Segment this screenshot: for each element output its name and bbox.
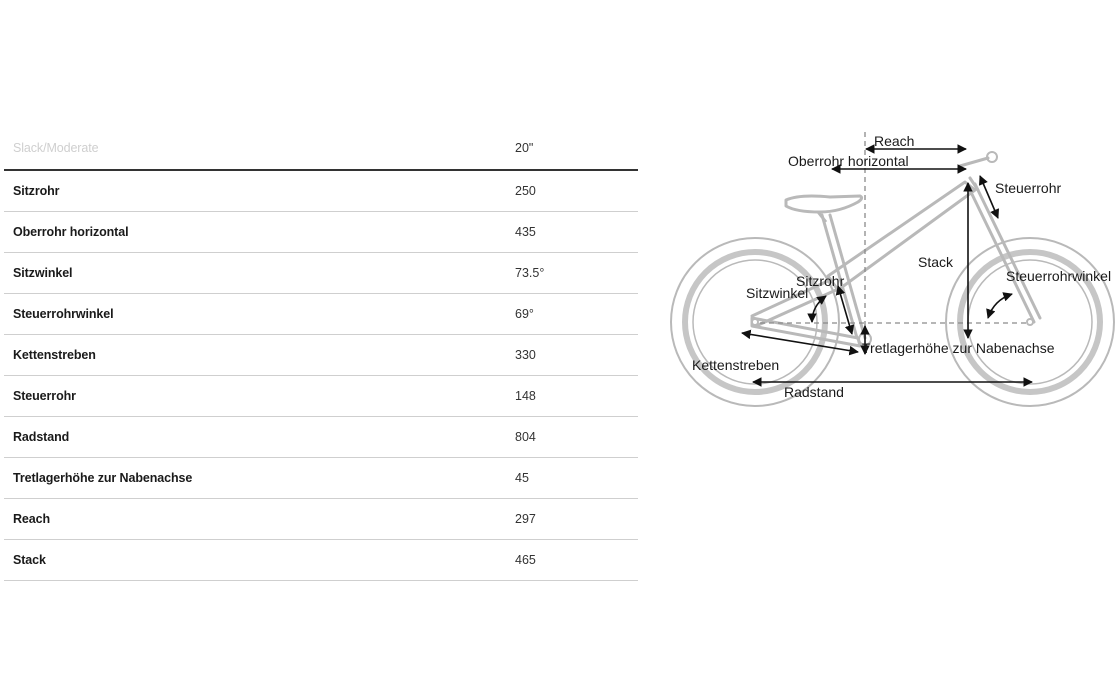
row-value: 297 bbox=[515, 512, 536, 526]
row-value: 330 bbox=[515, 348, 536, 362]
row-value: 250 bbox=[515, 184, 536, 198]
row-label: Tretlagerhöhe zur Nabenachse bbox=[13, 471, 193, 485]
table-header bbox=[4, 128, 638, 171]
steuerrohrwinkel-arc bbox=[988, 294, 1012, 318]
saddle bbox=[786, 196, 862, 222]
row-label: Stack bbox=[13, 553, 46, 567]
label-sitzwinkel: Sitzwinkel bbox=[746, 285, 809, 301]
table-row bbox=[4, 499, 638, 540]
size-value: 20" bbox=[515, 141, 534, 155]
row-label: Kettenstreben bbox=[13, 348, 96, 362]
row-value: 465 bbox=[515, 553, 536, 567]
table-row bbox=[4, 294, 638, 335]
row-value: 804 bbox=[515, 430, 536, 444]
label-oberrohr: Oberrohr horizontal bbox=[788, 153, 909, 169]
table-row bbox=[4, 540, 638, 581]
table-row bbox=[4, 335, 638, 376]
row-value: 435 bbox=[515, 225, 536, 239]
row-label: Radstand bbox=[13, 430, 70, 444]
row-label: Steuerrohrwinkel bbox=[13, 307, 114, 321]
row-value: 69° bbox=[515, 307, 534, 321]
table-row bbox=[4, 253, 638, 294]
hubs bbox=[752, 319, 1033, 325]
table-row bbox=[4, 417, 638, 458]
table-row bbox=[4, 212, 638, 253]
bike-geometry-diagram bbox=[660, 118, 1119, 418]
label-reach: Reach bbox=[874, 133, 915, 149]
size-label: Slack/Moderate bbox=[13, 141, 99, 155]
label-kettenstreben: Kettenstreben bbox=[692, 357, 780, 373]
row-value: 73.5° bbox=[515, 266, 545, 280]
label-tretlager: Tretlagerhöhe zur Nabenachse bbox=[862, 340, 1055, 356]
label-stack: Stack bbox=[918, 254, 954, 270]
label-steuerrohrwinkel: Steuerrohrwinkel bbox=[1006, 268, 1112, 284]
label-radstand: Radstand bbox=[784, 384, 844, 400]
label-steuerrohr: Steuerrohr bbox=[995, 180, 1062, 196]
row-value: 148 bbox=[515, 389, 536, 403]
label-sitzrohr: Sitzrohr bbox=[796, 273, 845, 289]
row-value: 45 bbox=[515, 471, 529, 485]
row-label: Steuerrohr bbox=[13, 389, 76, 403]
table-row bbox=[4, 376, 638, 417]
geometry-table bbox=[4, 128, 638, 581]
table-row bbox=[4, 458, 638, 499]
row-label: Sitzrohr bbox=[13, 184, 60, 198]
table-row bbox=[4, 171, 638, 212]
row-label: Oberrohr horizontal bbox=[13, 225, 129, 239]
row-label: Sitzwinkel bbox=[13, 266, 73, 280]
row-label: Reach bbox=[13, 512, 51, 526]
